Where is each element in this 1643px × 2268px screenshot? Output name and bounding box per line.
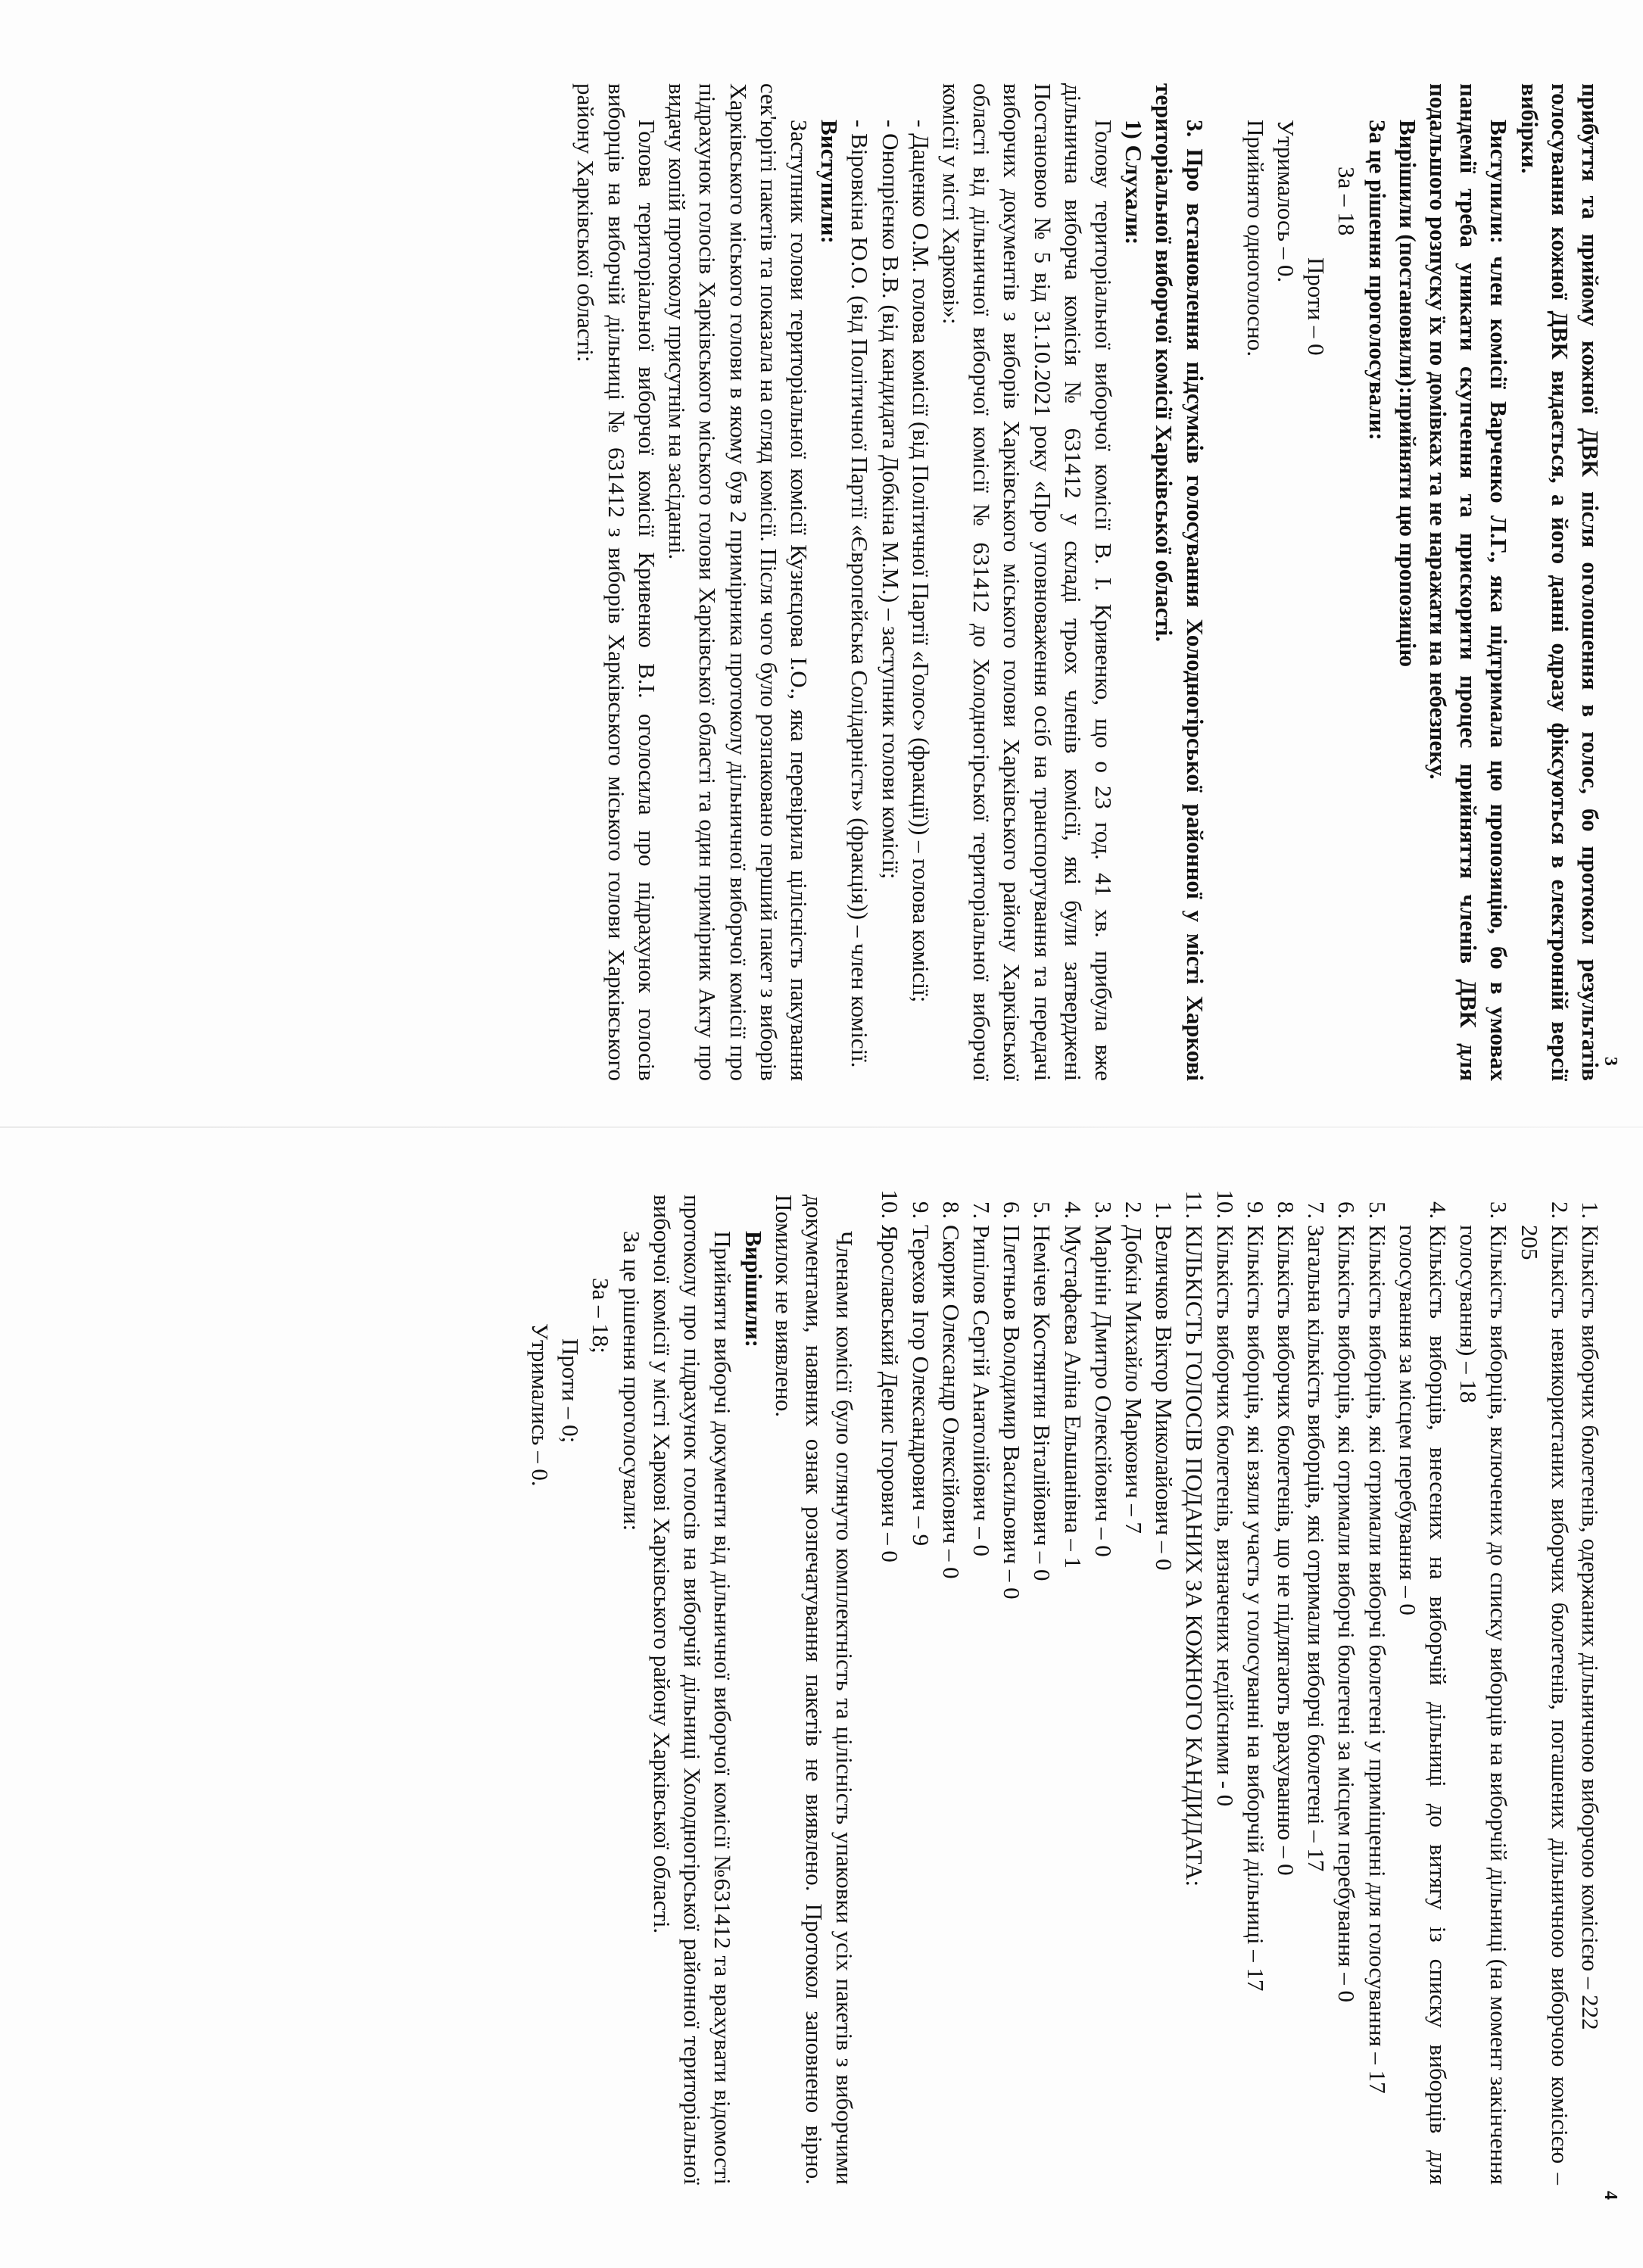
vote-result: Прийнято одноголосно.: [1242, 120, 1269, 357]
spoke-label: Виступили:: [816, 120, 843, 244]
page-divider: [0, 1126, 1643, 1128]
agenda-item-title: Про встановлення підсумків голосування Холодногірської районної у місті Харкові територіальної виборчої комісії Харківської області.: [1151, 83, 1208, 1082]
agenda-item-3: [1149, 83, 1209, 1081]
list-item: 8. Кількість виборчих бюлетенів, що не підлягають врахуванню – 0: [1270, 1225, 1301, 2185]
candidate-item: 3. Марінін Дмитро Олексійович – 0: [1088, 1225, 1118, 2185]
candidate-list: [874, 1195, 1179, 2185]
candidate-item: 7. Рипілов Сергій Анатолійович – 0: [966, 1225, 996, 2185]
check-text: Членами комісії було оглянуто комплектність та цілісність упаковки усіх пакетів з виборчими документами, наявних ознак розпечатування пакетів не виявлено. Протокол заповнено вірно. Помилок не виявлено.: [770, 1195, 859, 2185]
commission-member: - Даценко О.М. голова комісії (від Політичної Партії «Голос» (фракції)) – голова комісії;: [907, 120, 934, 1003]
candidate-item: 4. Мустафаєва Аліна Ельшанівна – 1: [1057, 1225, 1087, 2185]
list-item: 5. Кількість виборців, які отримали виборчі бюлетені у приміщенні для голосування – 17: [1361, 1225, 1392, 2185]
final-text: Голова територіальної виборчої комісії Кривенко В.І. оголосила про підрахунок голосів виборців на виборчій дільниці № 631412 з виборів Харківського міського голови Харківського району Харківської області:: [572, 83, 660, 1081]
list-item: 9. Кількість виборців, які взяли участь у голосуванні на виборчій дільниці – 17: [1240, 1225, 1270, 2185]
list-item: 3. Кількість виборців, включених до списку виборців на виборчій дільниці (на момент закінчення голосування) – 18: [1453, 1225, 1514, 2185]
vote-for: За – 18;: [588, 1278, 615, 1354]
list-item: 6. Кількість виборців, які отримали виборчі бюлетені за місцем перебування – 0: [1331, 1225, 1361, 2185]
paragraph: прибуття та прийому кожної ДВК після оголошення в голос, бо протокол результатів голосування кожної ДВК видається, а його данні одразу фіксуються в електронній версії вибірки.: [1516, 83, 1604, 1081]
page-number: 4: [1601, 2191, 1620, 2200]
decided-text: Прийняти виборчі документи від дільничної виборчої комісії №631412 та врахувати відомості протоколу про підрахунок голосів на виборчій дільниці Холодногірської районної територіальної виборчої комісії у місті Харкові Харківського району Харківської області.: [648, 1195, 737, 2185]
candidate-item: 10. Ярославський Денис Ігорович – 0: [874, 1225, 905, 2185]
list-item: 11. КІЛЬКІСТЬ ГОЛОСІВ ПОДАНИХ ЗА КОЖНОГО КАНДИДАТА:: [1179, 1225, 1209, 2185]
vote-against: Проти – 0: [1303, 257, 1330, 356]
candidate-item: 9. Терехов Ігор Олександрович – 9: [905, 1225, 935, 2185]
heard-label: 1) Слухали:: [1121, 120, 1148, 245]
candidate-item: 8. Скорик Олександр Олексійович – 0: [936, 1225, 966, 2185]
vote-abstain: Утримались – 0.: [527, 1323, 554, 1487]
list-item: 1. Кількість виборчих бюлетенів, одержаних дільничною виборчою комісією – 222: [1575, 1225, 1605, 2185]
list-item: 4. Кількість виборців, внесених на виборчій дільниці до витягу із списку виборців для голосування за місцем перебування – 0: [1392, 1225, 1453, 2185]
paragraph: За це рішення проголосували:: [1364, 120, 1391, 441]
list-item: 10. Кількість виборчих бюлетенів, визначених недійсними - 0: [1209, 1225, 1239, 2185]
commission-member: - Онопрієнко В.В. (від кандидата Добкіна М.М.) – заступник голови комісії;: [877, 120, 904, 880]
candidate-item: 2. Добкін Михайло Маркович – 7: [1118, 1225, 1149, 2185]
voted-label: За це рішення проголосували:: [618, 1231, 645, 1531]
protocol-items: [1179, 1195, 1605, 2185]
agenda-item-number: 3.: [1181, 120, 1208, 138]
vote-abstain: Утрималось – 0.: [1272, 120, 1299, 283]
paragraph: Виступили: член комісії Варченко Л.Г., яка підтримала цю пропозицію, бо в умовах пандемії треба уникати скупчення та прискорити процес прийняття членів ДВК для подальшого розпуску їх по домівках та не наражати на небезпеку.: [1424, 83, 1513, 1081]
page-4: [0, 1134, 1643, 2268]
vote-for: За – 18: [1333, 167, 1361, 236]
list-item: 7. Загальна кількість виборців, які отримали виборчі бюлетені – 17: [1301, 1225, 1331, 2185]
spoke-text: Заступник голови територіальної комісії Кузнєцова І.О., яка перевірила цілісність пакування сек'юріті пакетів та показала на огляд комісії. Після чого було розпаковано перший пакет з виборів Харківського міського голови в якому був 2 примірника протоколу дільничної виборчої комісії про підрахунок голосів Харківського міського голови Харківської області та один примірник Акту про видачу копій протоколу присутнім на засіданні.: [664, 83, 812, 1081]
list-item: 2. Кількість невикористаних виборчих бюлетенів, погашених дільничною виборчою комісією – 205: [1514, 1225, 1574, 2185]
commission-member: - Віровкіна Ю.О. (від Політичної Партії «Європейська Солідарність» (фракція)) – член комісії.: [846, 120, 874, 1068]
vote-against: Проти – 0;: [557, 1338, 585, 1444]
candidate-item: 6. Плетньов Володимир Васильович – 0: [996, 1225, 1027, 2185]
candidate-item: 1. Величков Віктор Миколайович – 0: [1149, 1225, 1179, 2185]
heard-text: Голову територіальної виборчої комісії В. І. Кривенко, що о 23 год. 41 хв. прибула вже дільнична виборча комісія № 631412 у складі трьох членів комісії, які були затверджені Постановою № 5 від 31.10.2021 року «Про уповноваження осіб на транспортування та передачі виборчих документів з виборів Харківського міського голови Харківського району Харківської області від дільничної виборчої комісії № 631412 до Холодногірської територіальної виборчої комісії у місті Харкові»:: [937, 83, 1117, 1081]
decided-label: Вирішили:: [740, 1231, 767, 1348]
page-number: 3: [1601, 1057, 1620, 1066]
candidate-item: 5. Немічев Костянтин Віталійович – 0: [1027, 1225, 1057, 2185]
paragraph: Вирішили (постановили):прийняти цю пропозицію: [1394, 120, 1421, 668]
